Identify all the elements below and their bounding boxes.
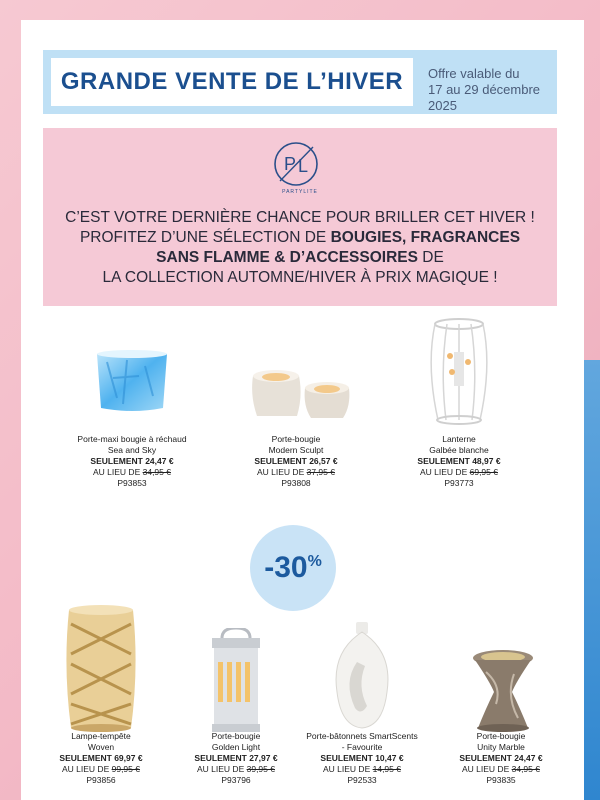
product-ref: P93856: [86, 775, 116, 785]
pitch-line-4: LA COLLECTION AUTOMNE/HIVER À PRIX MAGIQUE !: [102, 269, 498, 286]
product-name-1: Lanterne: [442, 434, 476, 444]
product-name-1: Lampe-tempête: [71, 731, 131, 741]
product-name-2: Unity Marble: [477, 742, 525, 752]
product-name-1: Porte-bougie: [476, 731, 526, 741]
product-ref: P92533: [347, 775, 377, 785]
offer-dates: [428, 66, 558, 114]
discount-badge: [250, 525, 336, 611]
product-ref: P93773: [444, 478, 474, 488]
pitch-line-2-pre: PROFITEZ D’UNE SÉLECTION DE: [79, 229, 331, 246]
svg-text:P: P: [284, 154, 297, 174]
product-card[interactable]: [169, 731, 303, 786]
product-name-2: Galbée blanche: [429, 445, 489, 455]
woven-hurricane-lamp-icon: [59, 604, 143, 732]
partylite-logo-icon: [271, 139, 321, 189]
sale-title-box: [51, 58, 413, 106]
product-price: SEULEMENT 10,47 €: [320, 753, 404, 763]
svg-text:L: L: [298, 156, 309, 176]
product-name-2: Modern Sculpt: [268, 445, 324, 455]
product-name-2: - Favourite: [341, 742, 383, 752]
sale-title: GRANDE VENTE DE L’HIVER: [60, 68, 404, 95]
product-card[interactable]: [392, 434, 526, 489]
promo-message-box: [43, 128, 557, 306]
product-name-2: Sea and Sky: [107, 445, 157, 455]
product-ref: P93796: [221, 775, 251, 785]
product-old-price: AU LIEU DE 14,95 €: [323, 764, 401, 774]
product-old-price: AU LIEU DE 34,95 €: [462, 764, 540, 774]
ceramic-diffuser-icon: [327, 622, 397, 732]
product-old-price: AU LIEU DE 34,95 €: [93, 467, 171, 477]
sale-banner: [43, 50, 557, 114]
product-price: SEULEMENT 26,57 €: [254, 456, 338, 466]
product-card[interactable]: [229, 434, 363, 489]
promo-pitch: [43, 208, 557, 288]
product-name-1: Porte-bâtonnets SmartScents: [306, 731, 418, 741]
product-price: SEULEMENT 48,97 €: [417, 456, 501, 466]
pitch-line-3-post: DE: [417, 249, 444, 266]
product-old-price: AU LIEU DE 39,95 €: [197, 764, 275, 774]
product-name-1: Porte-bougie: [271, 434, 321, 444]
product-name-1: Porte-maxi bougie à réchaud: [77, 434, 187, 444]
lantern-candle-holder-icon: [208, 628, 264, 732]
pitch-line-2-bold: BOUGIES, FRAGRANCES: [330, 229, 521, 246]
offer-line-2: 17 au 29 décembre 2025: [428, 82, 541, 113]
ceramic-candle-holders-icon: [247, 356, 357, 420]
flyer-sheet: [21, 20, 584, 800]
product-price: SEULEMENT 27,97 €: [194, 753, 278, 763]
product-ref: P93853: [117, 478, 147, 488]
product-card[interactable]: [295, 731, 429, 786]
product-name-2: Golden Light: [211, 742, 261, 752]
product-name-2: Woven: [87, 742, 115, 752]
product-card[interactable]: [65, 434, 199, 489]
product-ref: P93808: [281, 478, 311, 488]
product-price: SEULEMENT 24,47 €: [459, 753, 543, 763]
blue-glass-candle-holder-icon: [93, 348, 171, 414]
product-old-price: AU LIEU DE 37,95 €: [257, 467, 335, 477]
pitch-line-3-bold: SANS FLAMME & D’ACCESSOIRES: [156, 249, 418, 266]
product-name-1: Porte-bougie: [211, 731, 261, 741]
pitch-line-1: C’EST VOTRE DERNIÈRE CHANCE POUR BRILLER CET HIVER !: [65, 209, 535, 226]
discount-value: -30%: [264, 551, 322, 584]
logo-wordmark: PARTYLITE: [282, 189, 318, 195]
marble-candle-holder-icon: [470, 648, 536, 732]
white-wire-lantern-icon: [424, 316, 494, 426]
product-old-price: AU LIEU DE 99,95 €: [62, 764, 140, 774]
product-card[interactable]: [34, 731, 168, 786]
product-card[interactable]: [434, 731, 568, 786]
product-price: SEULEMENT 24,47 €: [90, 456, 174, 466]
offer-line-1: Offre valable du: [428, 66, 520, 81]
product-old-price: AU LIEU DE 69,95 €: [420, 467, 498, 477]
product-price: SEULEMENT 69,97 €: [59, 753, 143, 763]
product-ref: P93835: [486, 775, 516, 785]
